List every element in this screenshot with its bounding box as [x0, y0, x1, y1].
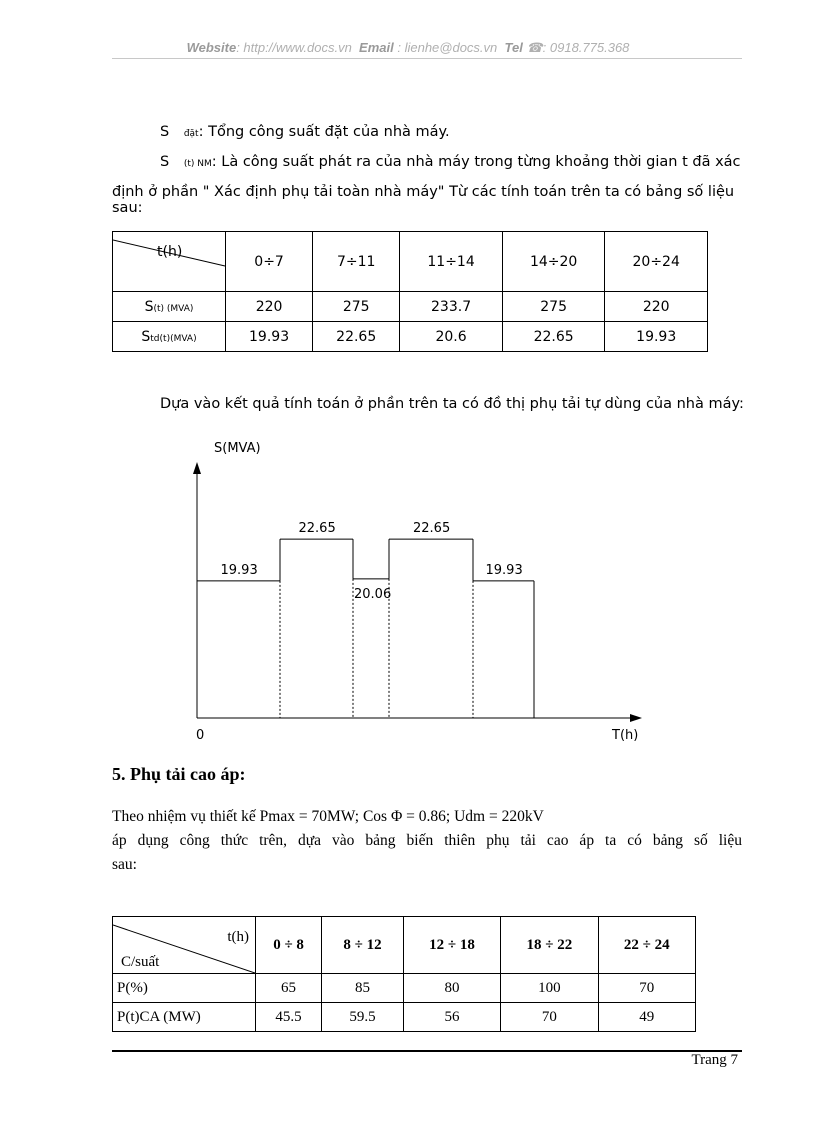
table1-corner-cell	[113, 232, 226, 292]
step-value-label: 22.65	[298, 521, 336, 537]
s-nm-line	[160, 154, 742, 170]
email-label: Email	[359, 40, 394, 55]
table-cell: 19.93	[605, 322, 708, 352]
table1-col-header: 11÷14	[400, 232, 503, 292]
table1-row-label	[113, 322, 226, 352]
step-value-label: 22.65	[413, 521, 451, 537]
table-row	[113, 1003, 696, 1032]
table1-row-label	[113, 292, 226, 322]
table-cell: 22.65	[502, 322, 605, 352]
y-axis-arrow	[193, 462, 201, 474]
table-cell: 20.6	[400, 322, 503, 352]
table-cell: 233.7	[400, 292, 503, 322]
table-cell: 22.65	[313, 322, 400, 352]
website-value[interactable]: : http://www.docs.vn	[236, 40, 352, 55]
table2-col-header: 12 ÷ 18	[403, 917, 500, 974]
table-cell: 85	[322, 974, 404, 1003]
table1-header-row	[113, 232, 708, 292]
table-cell: 275	[313, 292, 400, 322]
s-dat-text: : Tổng công suất đặt của nhà máy.	[198, 124, 450, 140]
table-cell: 100	[501, 974, 598, 1003]
email-value[interactable]: : lienhe@docs.vn	[397, 40, 498, 55]
table1-col-header: 7÷11	[313, 232, 400, 292]
table-row	[113, 292, 708, 322]
section5-line3: sau:	[112, 856, 137, 873]
chart-origin-label: 0	[196, 728, 205, 743]
table-cell: 65	[256, 974, 322, 1003]
step-value-label: 20.06	[354, 586, 392, 602]
table-cell: 45.5	[256, 1003, 322, 1032]
section-heading: 5. Phụ tải cao áp:	[112, 764, 246, 784]
step-value-label: 19.93	[485, 562, 523, 578]
table-cell: 70	[501, 1003, 598, 1032]
table-cell: 56	[403, 1003, 500, 1032]
section5-line1: Theo nhiệm vụ thiết kế Pmax = 70MW; Cos Φ = 0.86; Udm = 220kV	[112, 808, 544, 825]
page-header	[0, 40, 816, 56]
row-label-main: S	[141, 328, 151, 345]
table2-corner-bottom: C/suất	[121, 954, 160, 970]
s-nm-symbol: S	[160, 154, 170, 170]
tel-value: : 0918.775.368	[542, 40, 630, 55]
table2-col-header: 22 ÷ 24	[598, 917, 695, 974]
section5-line2: áp dụng công thức trên, dựa vào bảng biến thiên phụ tải cao áp ta có bảng số liệu	[112, 832, 742, 849]
table2-corner-top: t(h)	[227, 929, 249, 945]
table-cell: 275	[502, 292, 605, 322]
row-label-sub: (t) (MVA)	[153, 303, 194, 314]
table-load-schedule	[112, 231, 708, 352]
chart-caption: Dựa vào kết quả tính toán ở phần trên ta có đồ thị phụ tải tự dùng của nhà máy:	[160, 396, 744, 412]
load-step-chart	[170, 432, 660, 752]
s-dat-line	[160, 124, 450, 140]
chart-steps	[197, 521, 534, 718]
table-cell: 19.93	[226, 322, 313, 352]
x-axis-arrow	[630, 714, 642, 722]
table1-col-header: 14÷20	[502, 232, 605, 292]
table1-col-header: 0÷7	[226, 232, 313, 292]
step-value-label: 19.93	[220, 562, 258, 578]
row-label-sub: td(t)(MVA)	[150, 333, 197, 344]
s-dat-subscript: đặt	[183, 129, 199, 139]
page-number: Trang 7	[691, 1052, 738, 1068]
phone-icon: ☎	[526, 40, 543, 55]
table-row	[113, 974, 696, 1003]
table-cell: 220	[605, 292, 708, 322]
s-nm-text: : Là công suất phát ra của nhà máy trong từng khoảng thời gian t đã xác	[211, 154, 741, 170]
table1-diagonal	[113, 232, 227, 292]
table1-col-header: 20÷24	[605, 232, 708, 292]
table2-header-row	[113, 917, 696, 974]
chart-xlabel: T(h)	[612, 728, 639, 743]
table-row	[113, 322, 708, 352]
table-cell: 59.5	[322, 1003, 404, 1032]
table1-corner-label: t(h)	[157, 244, 183, 260]
intro-continuation: định ở phần " Xác định phụ tải toàn nhà máy" Từ các tính toán trên ta có bảng số liệu sau:	[112, 184, 735, 216]
table2-col-header: 8 ÷ 12	[322, 917, 404, 974]
tel-label: Tel	[504, 40, 523, 55]
table-cell: 49	[598, 1003, 695, 1032]
footer-divider	[112, 1050, 742, 1052]
s-nm-subscript: (t) NM	[183, 159, 212, 169]
table2-col-header: 0 ÷ 8	[256, 917, 322, 974]
table2-row-label: P(%)	[113, 974, 256, 1003]
table-cell: 70	[598, 974, 695, 1003]
header-divider	[112, 58, 742, 59]
table2-row-label: P(t)CA (MW)	[113, 1003, 256, 1032]
s-dat-symbol: S	[160, 124, 170, 140]
website-label: Website	[186, 40, 237, 55]
chart-ylabel: S(MVA)	[214, 441, 261, 456]
table-cell: 80	[403, 974, 500, 1003]
table-high-voltage-load	[112, 916, 696, 1032]
table-cell: 220	[226, 292, 313, 322]
row-label-main: S	[144, 298, 154, 315]
table2-col-header: 18 ÷ 22	[501, 917, 598, 974]
table2-corner-cell	[113, 917, 256, 974]
